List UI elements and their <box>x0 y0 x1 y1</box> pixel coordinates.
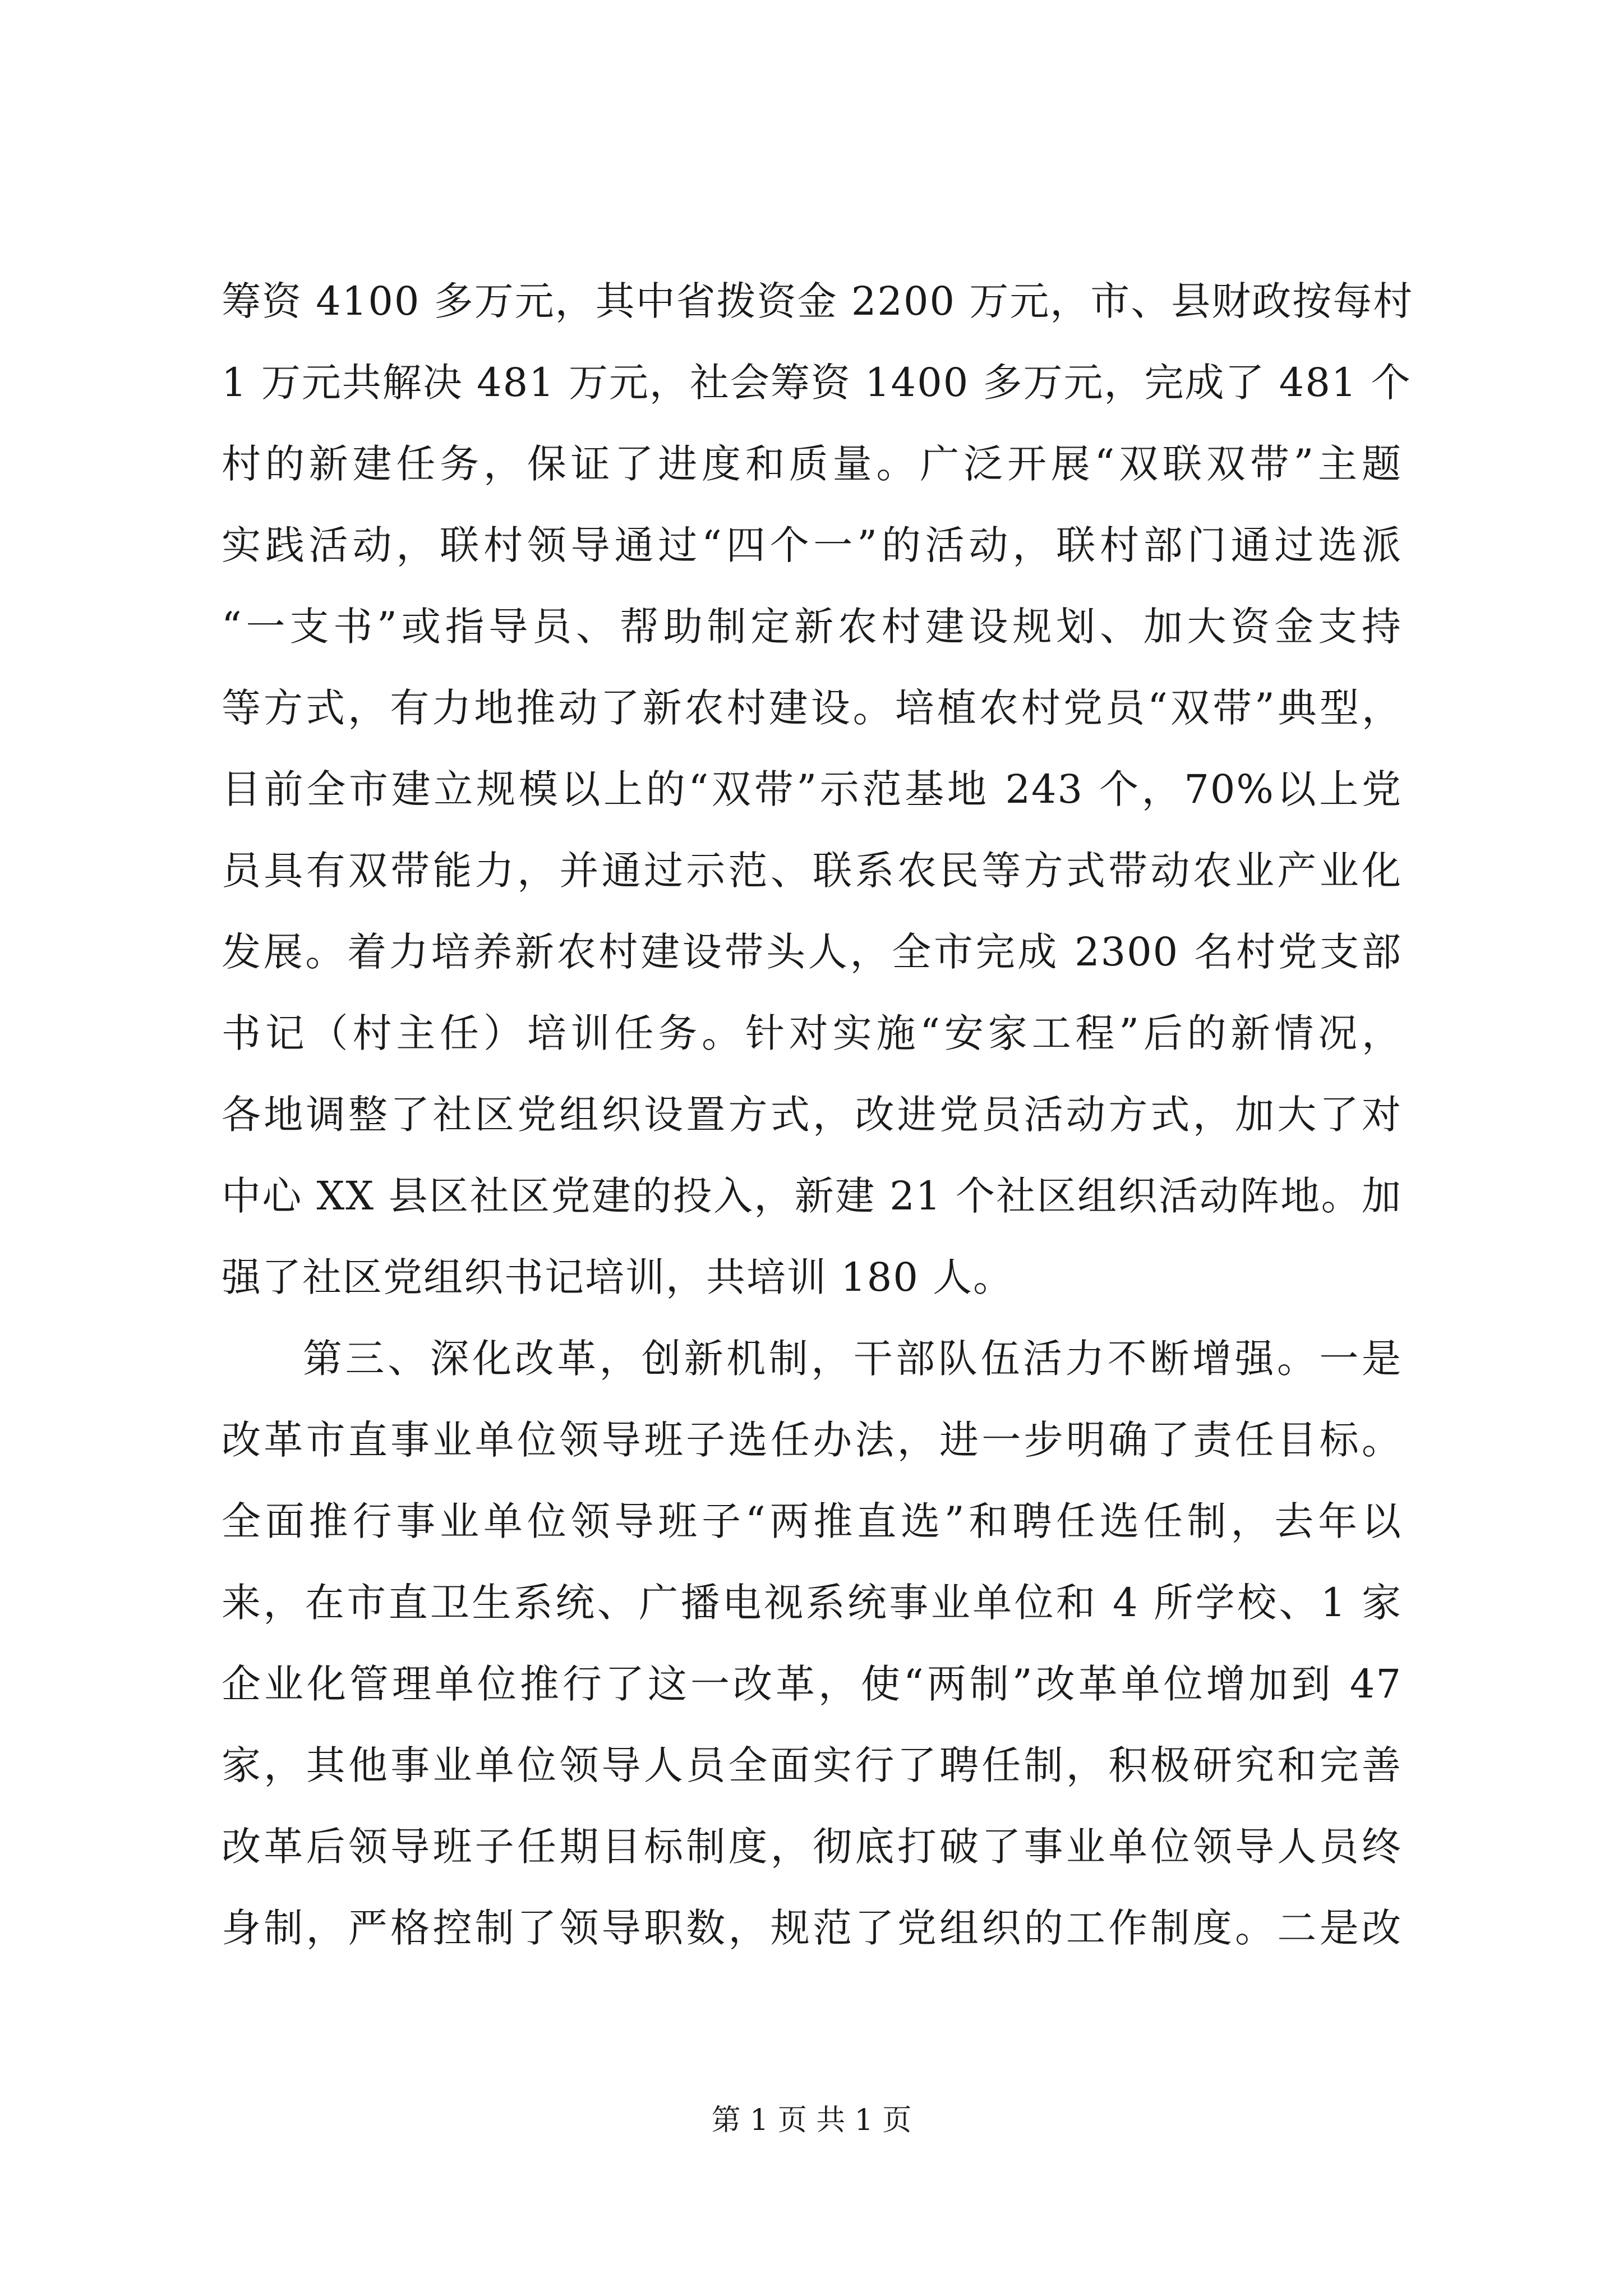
page-footer: 第 1 页 共 1 页 <box>711 2104 912 2137</box>
paragraph-start-line: 第三、深化改革，创新机制，干部队伍活力不断增强。一是 <box>303 1336 1402 1382</box>
text-line: 发展。着力培养新农村建设带头人，全市完成 2300 名村党支部 <box>222 929 1402 975</box>
text-line: 员具有双带能力，并通过示范、联系农民等方式带动农业产业化 <box>222 848 1402 894</box>
text-line: “一支书”或指导员、帮助制定新农村建设规划、加大资金支持 <box>222 604 1402 650</box>
text-line: 身制，严格控制了领导职数，规范了党组织的工作制度。二是改 <box>222 1905 1402 1951</box>
text-line: 强了社区党组织书记培训，共培训 180 人。 <box>222 1254 1014 1300</box>
text-line: 等方式，有力地推动了新农村建设。培植农村党员“双带”典型， <box>222 685 1402 731</box>
text-line: 1 万元共解决 481 万元，社会筹资 1400 多万元，完成了 481 个 <box>222 360 1412 406</box>
text-line: 中心 XX 县区社区党建的投入，新建 21 个社区组织活动阵地。加 <box>222 1173 1402 1219</box>
text-line: 各地调整了社区党组织设置方式，改进党员活动方式，加大了对 <box>222 1092 1402 1138</box>
text-line: 书记（村主任）培训任务。针对实施“安家工程”后的新情况， <box>222 1010 1402 1056</box>
text-line: 企业化管理单位推行了这一改革，使“两制”改革单位增加到 47 <box>222 1661 1402 1707</box>
text-line: 筹资 4100 多万元，其中省拨资金 2200 万元，市、县财政按每村 <box>222 278 1414 324</box>
text-line: 实践活动，联村领导通过“四个一”的活动，联村部门通过选派 <box>222 522 1402 568</box>
text-line: 改革后领导班子任期目标制度，彻底打破了事业单位领导人员终 <box>222 1824 1402 1870</box>
text-line: 家，其他事业单位领导人员全面实行了聘任制，积极研究和完善 <box>222 1742 1402 1788</box>
text-line: 村的新建任务，保证了进度和质量。广泛开展“双联双带”主题 <box>222 441 1402 487</box>
text-line: 目前全市建立规模以上的“双带”示范基地 243 个，70%以上党 <box>222 766 1402 812</box>
text-line: 来，在市直卫生系统、广播电视系统事业单位和 4 所学校、1 家 <box>222 1580 1402 1626</box>
text-line: 改革市直事业单位领导班子选任办法，进一步明确了责任目标。 <box>222 1417 1402 1463</box>
text-line: 全面推行事业单位领导班子“两推直选”和聘任选任制，去年以 <box>222 1498 1402 1544</box>
document-body <box>222 261 1414 1969</box>
